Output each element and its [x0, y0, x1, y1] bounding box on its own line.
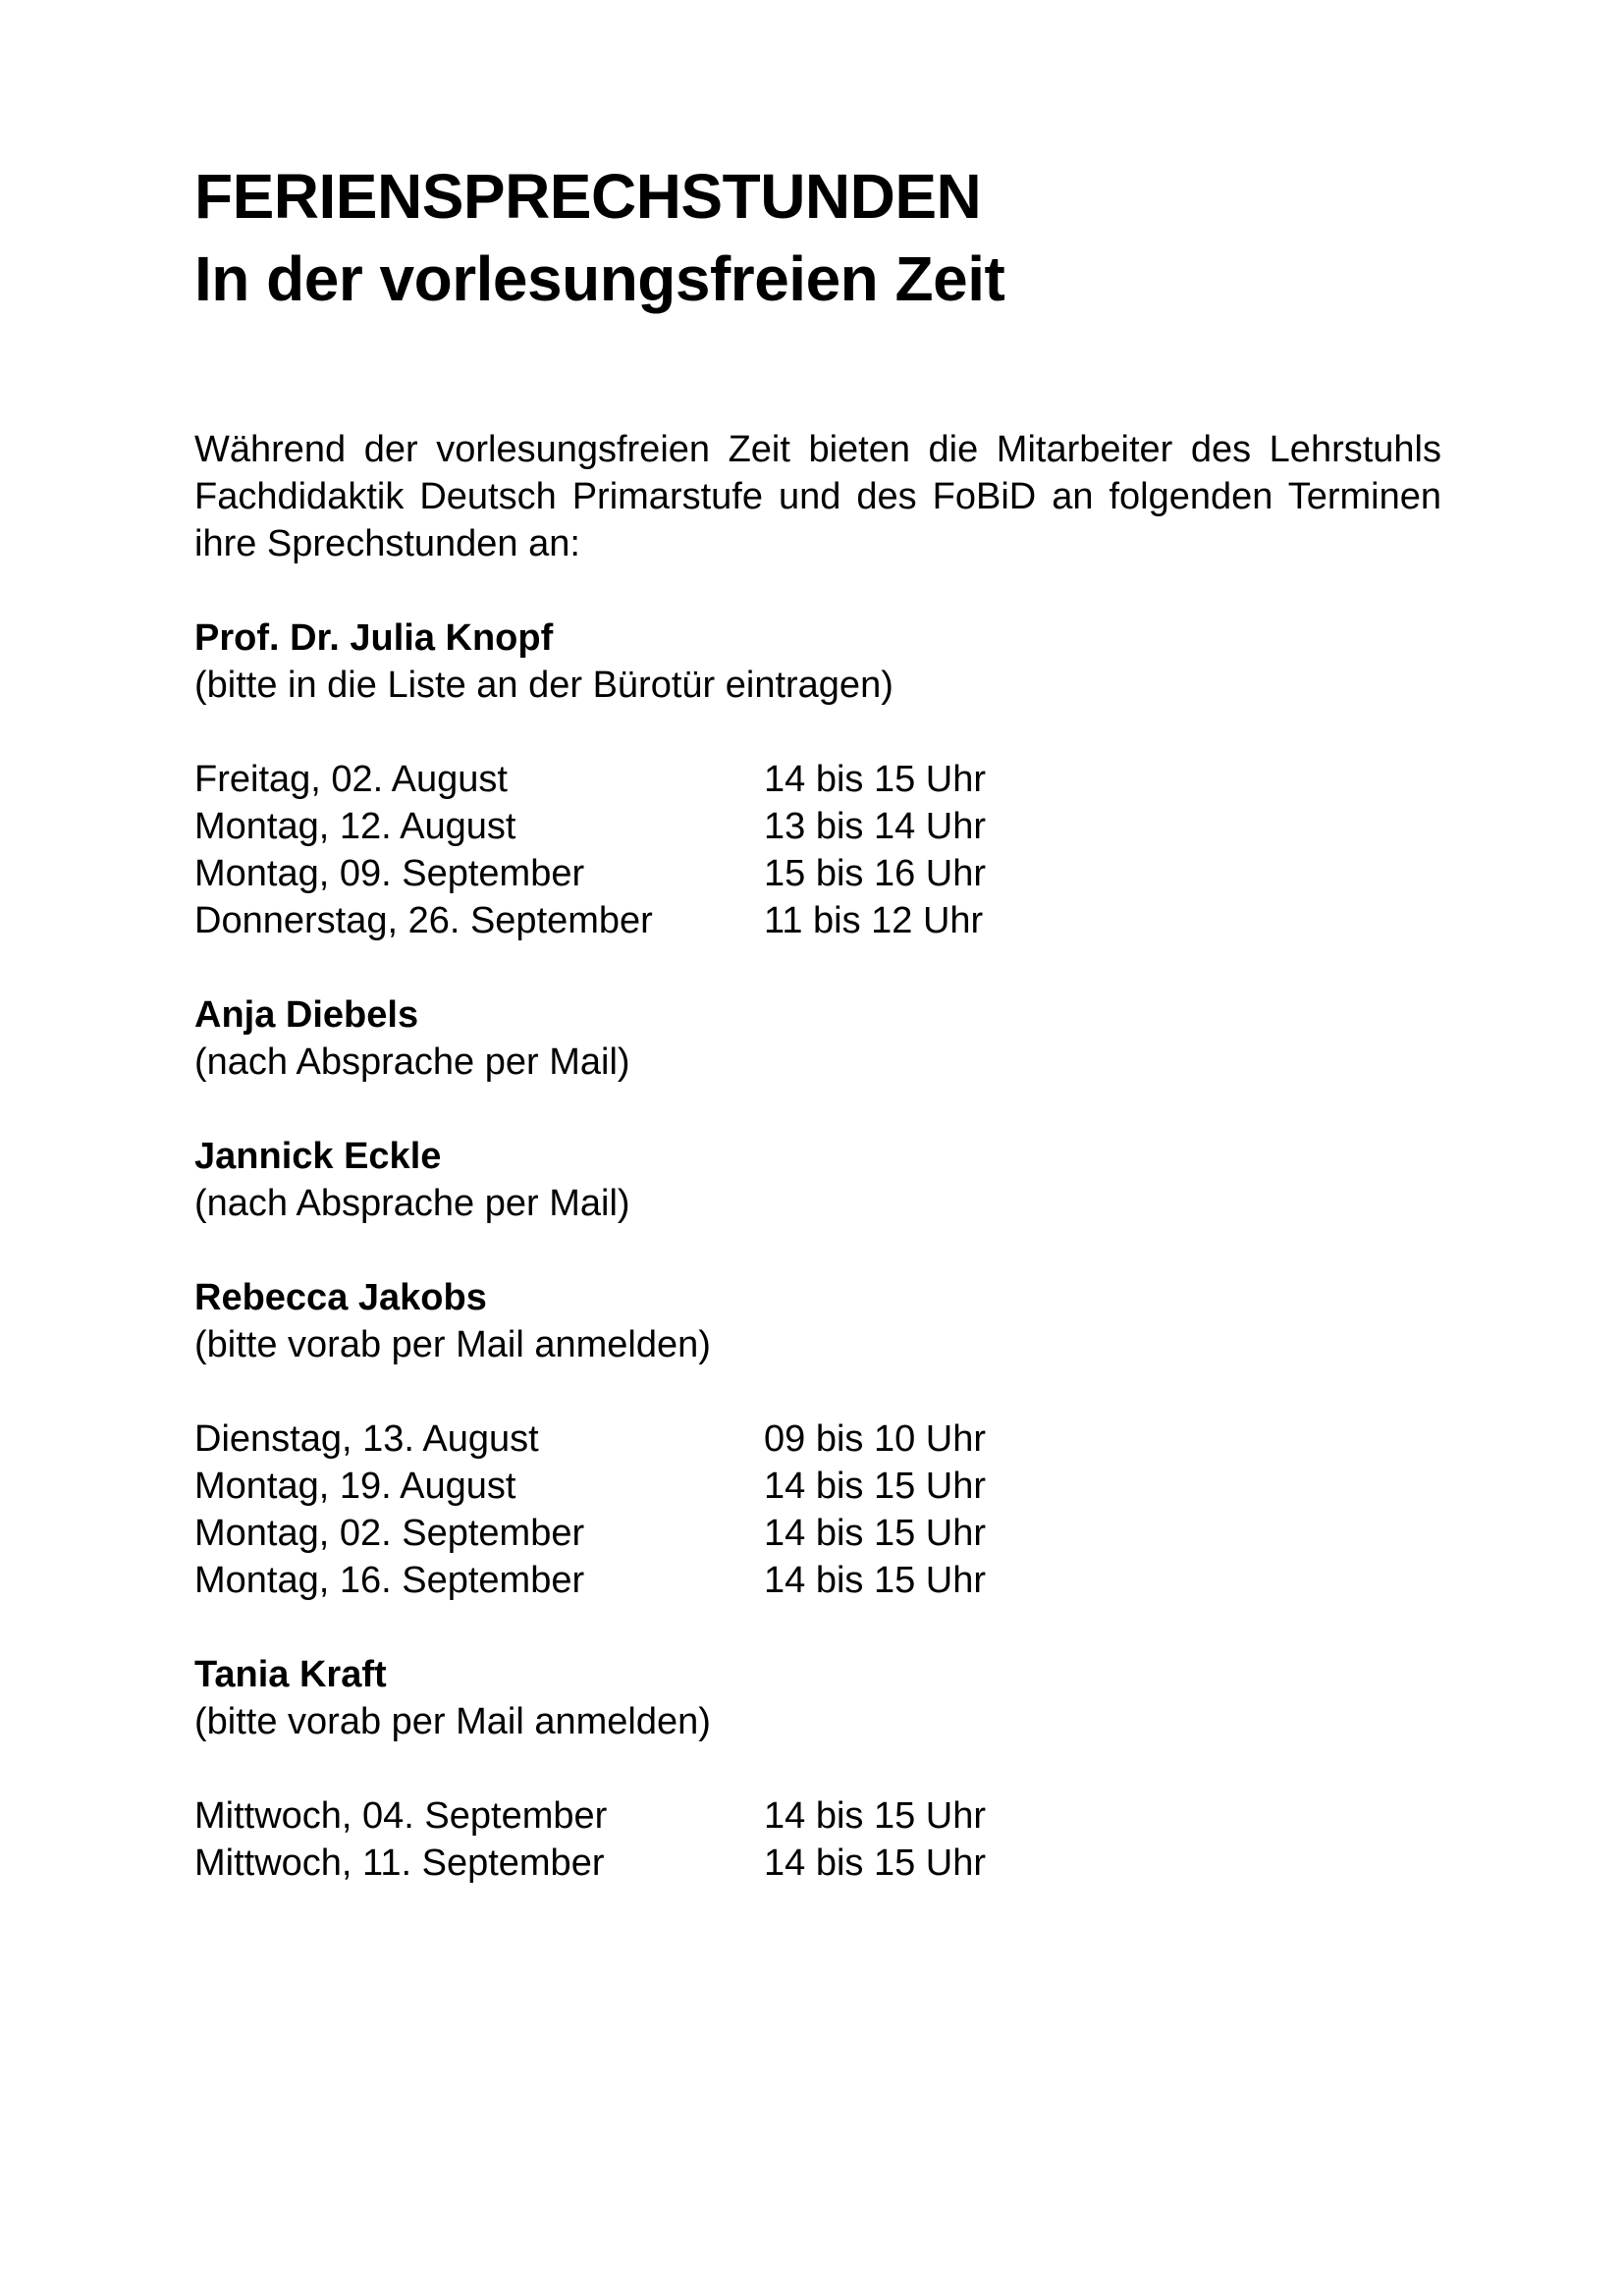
person-note: (bitte in die Liste an der Bürotür eintragen): [194, 665, 893, 706]
person-name: Rebecca Jakobs: [194, 1277, 487, 1318]
schedule-time: 14 bis 15 Uhr: [764, 1466, 987, 1507]
people-list: [194, 614, 1441, 1887]
person-section: [194, 614, 1441, 944]
schedule-row: [194, 1557, 986, 1604]
schedule-date: Montag, 02. September: [194, 1513, 585, 1554]
schedule-row: [194, 1415, 986, 1463]
schedule-table: [194, 1792, 986, 1887]
schedule-date: Montag, 09. September: [194, 853, 585, 894]
schedule-time: 14 bis 15 Uhr: [764, 1513, 987, 1554]
person-name: Jannick Eckle: [194, 1136, 442, 1177]
schedule-date: Mittwoch, 11. September: [194, 1842, 605, 1884]
person-note: (bitte vorab per Mail anmelden): [194, 1324, 711, 1365]
title-line-1: FERIENSPRECHSTUNDEN: [194, 161, 982, 232]
schedule-date: Mittwoch, 04. September: [194, 1795, 608, 1837]
person-note: (nach Absprache per Mail): [194, 1041, 630, 1083]
schedule-date: Donnerstag, 26. September: [194, 900, 653, 941]
person-section: [194, 1133, 1441, 1227]
schedule-time: 14 bis 15 Uhr: [764, 1560, 987, 1601]
person-name: Tania Kraft: [194, 1654, 387, 1695]
schedule-row: [194, 1510, 986, 1557]
schedule-date: Montag, 16. September: [194, 1560, 585, 1601]
schedule-time: 14 bis 15 Uhr: [764, 1795, 987, 1837]
schedule-table: [194, 756, 986, 944]
schedule-row: [194, 1840, 986, 1887]
schedule-date: Montag, 19. August: [194, 1466, 516, 1507]
schedule-time: 11 bis 12 Uhr: [764, 900, 984, 941]
page-title: [194, 155, 1441, 320]
schedule-time: 13 bis 14 Uhr: [764, 806, 987, 847]
schedule-date: Montag, 12. August: [194, 806, 516, 847]
schedule-time: 14 bis 15 Uhr: [764, 1842, 987, 1884]
person-name: Prof. Dr. Julia Knopf: [194, 617, 554, 659]
person-note: (nach Absprache per Mail): [194, 1183, 630, 1224]
person-section: [194, 1274, 1441, 1604]
schedule-row: [194, 1792, 986, 1840]
intro-paragraph: Während der vorlesungsfreien Zeit bieten die Mitarbeiter des Lehrstuhls Fachdidaktik Deutsch Primarstufe und des FoBiD an folgenden Terminen ihre Sprechstunden an:: [194, 429, 1441, 564]
page-content: [194, 155, 1441, 1887]
person-name: Anja Diebels: [194, 994, 419, 1036]
title-line-2: In der vorlesungsfreien Zeit: [194, 243, 1005, 314]
schedule-time: 15 bis 16 Uhr: [764, 853, 987, 894]
schedule-table: [194, 1415, 986, 1604]
schedule-row: [194, 803, 986, 850]
schedule-time: 09 bis 10 Uhr: [764, 1418, 987, 1460]
person-section: [194, 1651, 1441, 1887]
schedule-date: Freitag, 02. August: [194, 759, 508, 800]
schedule-row: [194, 756, 986, 803]
person-note: (bitte vorab per Mail anmelden): [194, 1701, 711, 1742]
schedule-row: [194, 897, 986, 944]
person-section: [194, 991, 1441, 1086]
schedule-row: [194, 850, 986, 897]
schedule-date: Dienstag, 13. August: [194, 1418, 539, 1460]
schedule-time: 14 bis 15 Uhr: [764, 759, 987, 800]
schedule-row: [194, 1463, 986, 1510]
